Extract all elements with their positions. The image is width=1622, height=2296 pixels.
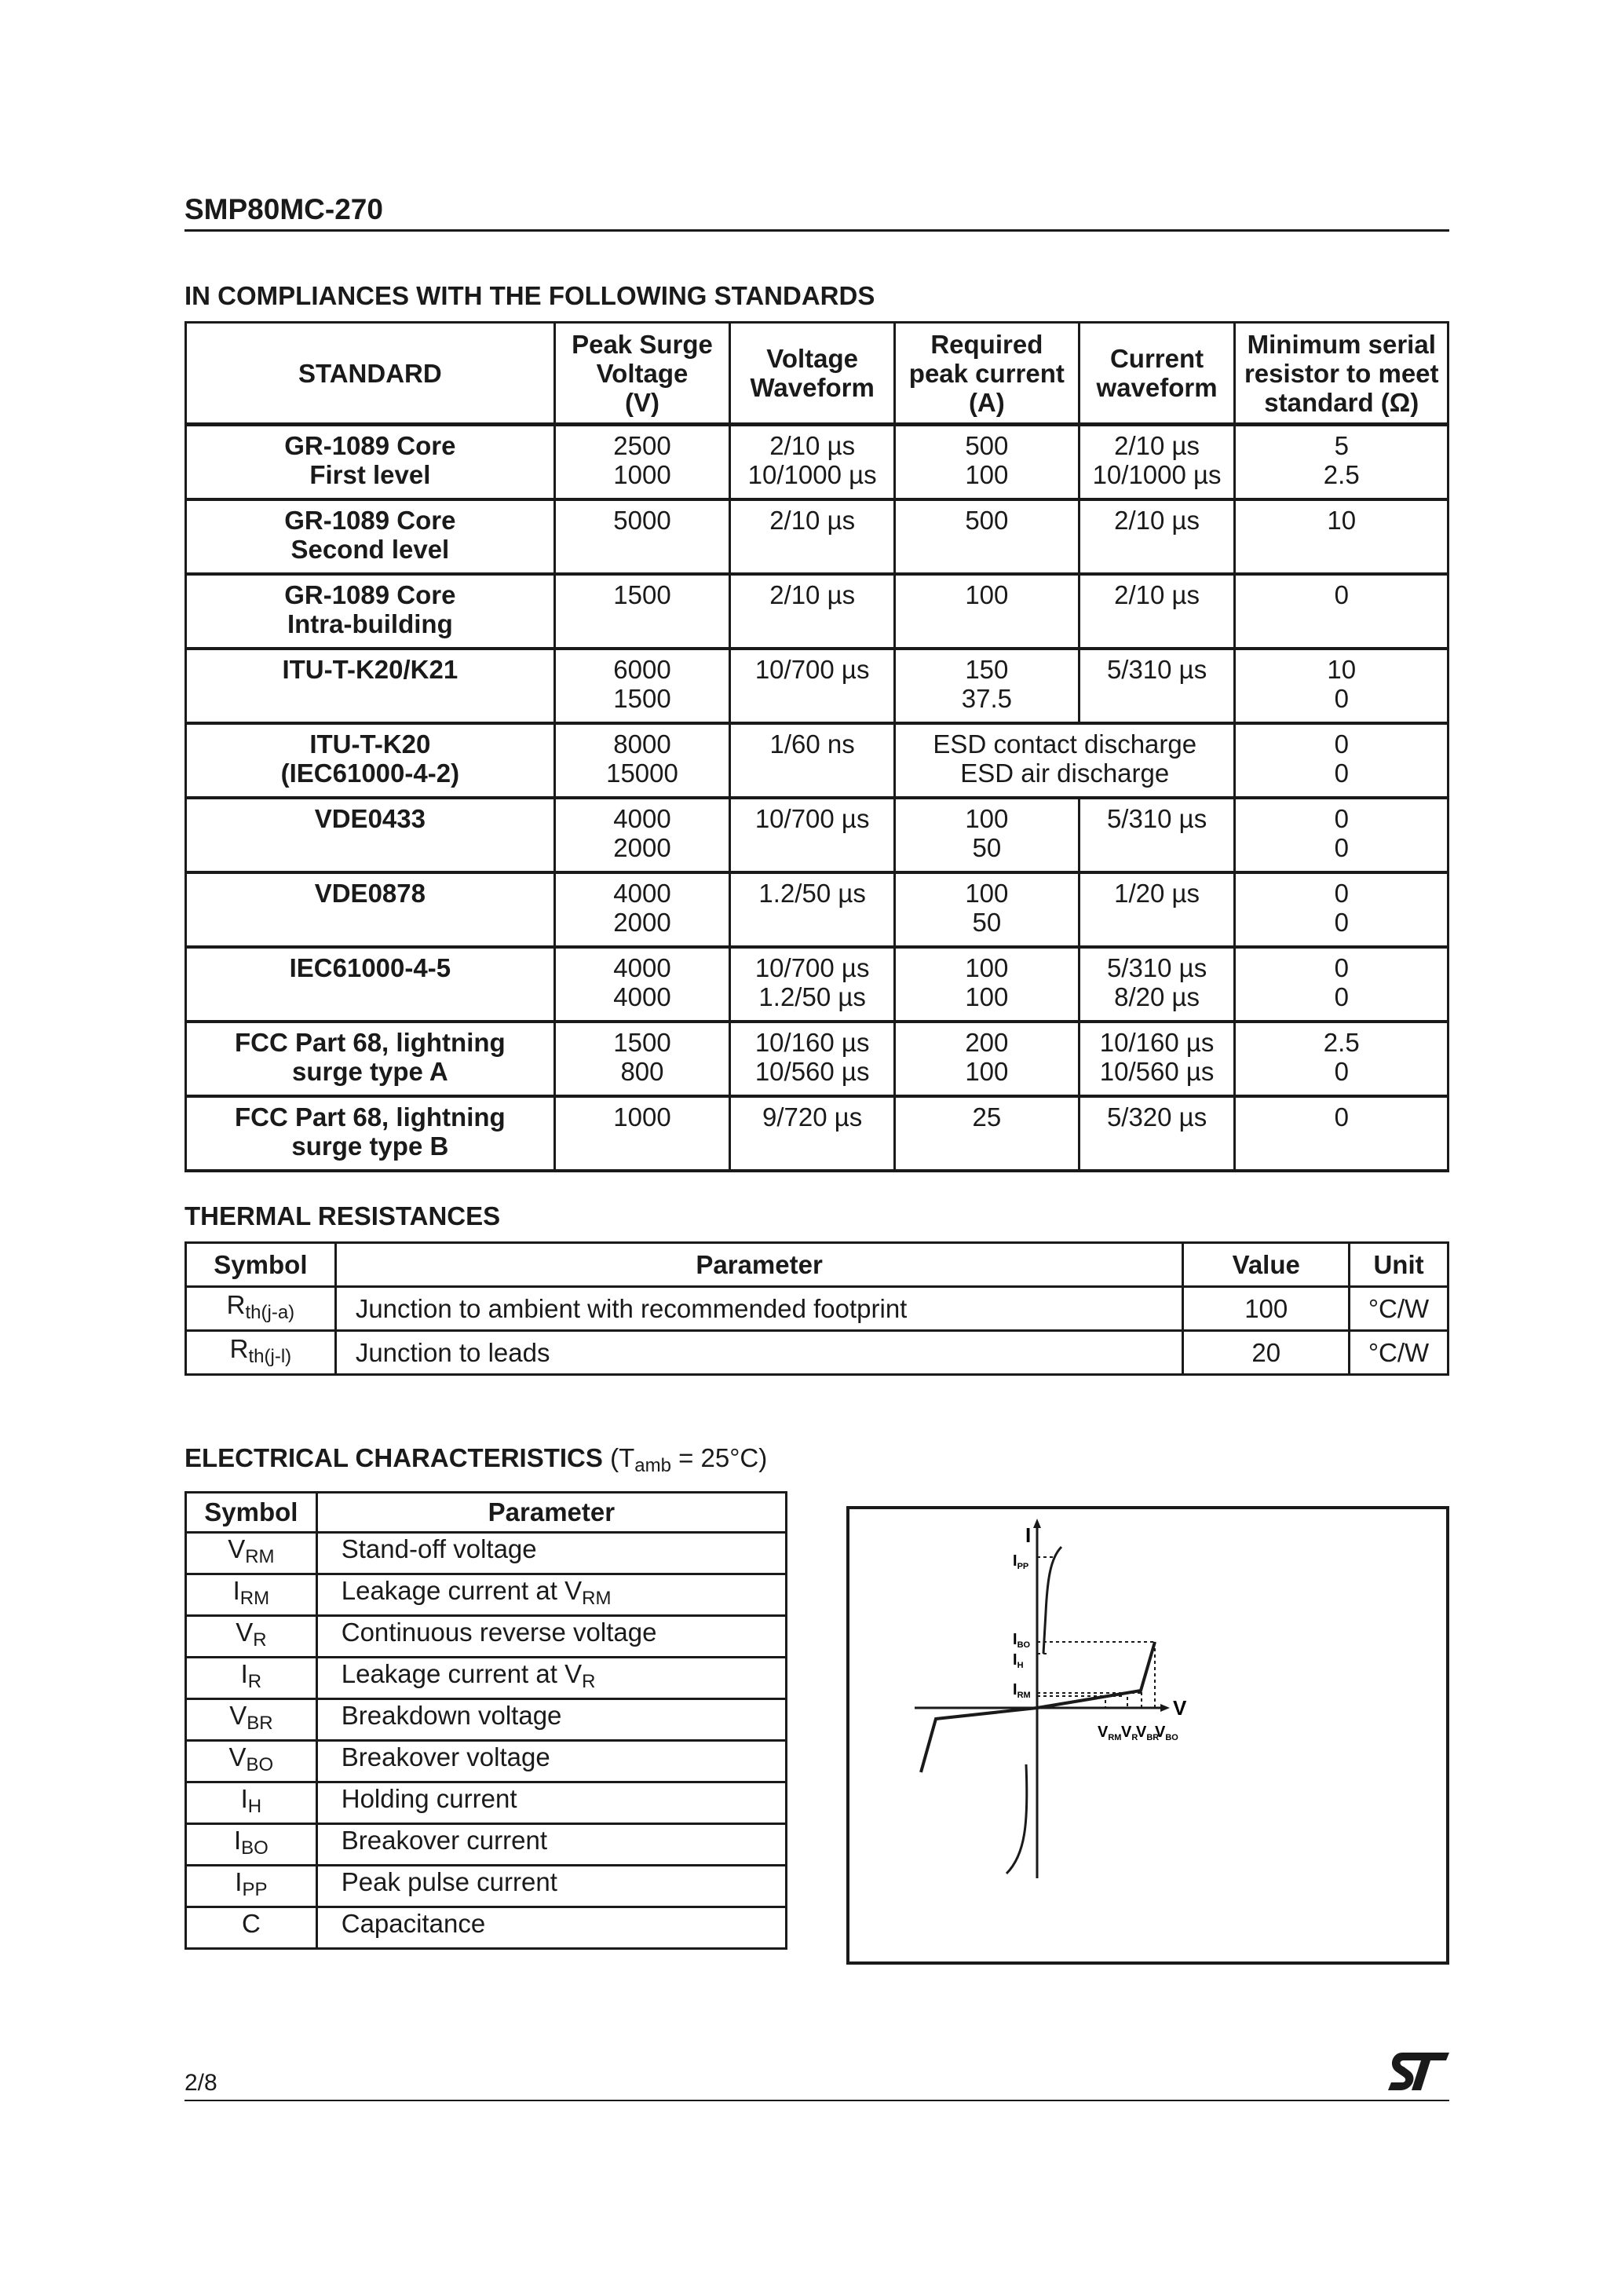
parameter: Junction to ambient with recommended footprint [335, 1287, 1183, 1331]
current-waveform: 5/310 µs 8/20 µs [1079, 947, 1235, 1022]
voltage-waveform: 10/700 µs [730, 798, 895, 872]
document-title: SMP80MC-270 [184, 193, 383, 225]
peak-surge-voltage: 5000 [554, 499, 730, 574]
v-axis-arrow-icon [1160, 1704, 1170, 1712]
symbol-main: R [226, 1290, 246, 1319]
label-subscript: PP [1017, 1562, 1029, 1571]
parameter-text: Stand-off voltage [341, 1534, 537, 1563]
symbol-subscript: R [247, 1671, 262, 1692]
label-main: I [1013, 1681, 1017, 1698]
column-header: Minimum serial resistor to meet standard (Ω) [1235, 323, 1448, 425]
standard-name: ITU-T-K20 (IEC61000-4-2) [186, 723, 555, 798]
condition-pre: (T [610, 1443, 635, 1472]
reverse-conduction-curve [1006, 1764, 1027, 1874]
unit: °C/W [1350, 1287, 1448, 1331]
peak-surge-voltage: 4000 2000 [554, 872, 730, 947]
reverse-characteristic [921, 1708, 1037, 1772]
standards-table [184, 321, 1449, 1172]
label-main: V [1098, 1724, 1109, 1741]
min-serial-resistor: 0 0 [1235, 872, 1448, 947]
voltage-waveform: 2/10 µs 10/1000 µs [730, 425, 895, 500]
label-subscript: R [1131, 1733, 1138, 1742]
peak-surge-voltage: 4000 4000 [554, 947, 730, 1022]
table-header-row [186, 323, 1448, 425]
min-serial-resistor: 0 0 [1235, 798, 1448, 872]
symbol [186, 1574, 317, 1616]
label-subscript: BO [1017, 1640, 1031, 1650]
table-row [186, 425, 1448, 500]
parameter [316, 1574, 786, 1616]
parameter [316, 1658, 786, 1699]
condition-sub: amb [634, 1455, 671, 1476]
parameter [316, 1866, 786, 1907]
required-peak-current: 100 50 [895, 872, 1080, 947]
voltage-waveform: 9/720 µs [730, 1096, 895, 1171]
parameter-text: Breakover current [341, 1826, 548, 1855]
parameter-text: Leakage current at V [341, 1659, 583, 1688]
parameter [316, 1699, 786, 1741]
label-subscript: BR [1146, 1733, 1160, 1742]
column-header: STANDARD [186, 323, 555, 425]
voltage-waveform: 10/700 µs [730, 649, 895, 723]
table-row [186, 649, 1448, 723]
column-header: Current waveform [1079, 323, 1235, 425]
value: 20 [1183, 1331, 1350, 1375]
symbol [186, 1907, 317, 1949]
forward-characteristic [1037, 1642, 1155, 1708]
symbol [186, 1782, 317, 1824]
peak-surge-voltage: 1500 800 [554, 1022, 730, 1096]
min-serial-resistor: 0 [1235, 574, 1448, 649]
electrical-heading-text: ELECTRICAL CHARACTERISTICS [184, 1443, 603, 1472]
label-ipp [1013, 1552, 1028, 1571]
parameter-text: Continuous reverse voltage [341, 1618, 657, 1647]
symbol [186, 1616, 317, 1658]
symbol-main: V [229, 1701, 247, 1730]
table-row [186, 1287, 1448, 1331]
label-irm [1013, 1681, 1031, 1700]
symbol-main: C [241, 1909, 261, 1938]
min-serial-resistor: 5 2.5 [1235, 425, 1448, 500]
column-header: Voltage Waveform [730, 323, 895, 425]
column-header: Required peak current (A) [895, 323, 1080, 425]
parameter-text: Breakover voltage [341, 1742, 550, 1771]
voltage-waveform: 2/10 µs [730, 499, 895, 574]
label-subscript: RM [1017, 1691, 1031, 1700]
parameter-subscript: RM [582, 1588, 612, 1609]
page-number: 2/8 [184, 2070, 217, 2096]
table-row [186, 574, 1448, 649]
symbol-subscript: BR [247, 1713, 273, 1734]
value: 100 [1183, 1287, 1350, 1331]
symbol-main: V [228, 1534, 246, 1563]
i-axis-arrow-icon [1033, 1519, 1041, 1528]
column-header: Peak Surge Voltage (V) [554, 323, 730, 425]
standard-name: IEC61000-4-5 [186, 947, 555, 1022]
parameter [316, 1824, 786, 1866]
standards-heading: IN COMPLIANCES WITH THE FOLLOWING STANDARDS [184, 281, 875, 310]
label-main: V [1155, 1724, 1166, 1741]
table-header-row [186, 1493, 787, 1533]
table-row [186, 1741, 787, 1782]
current-waveform: 2/10 µs 10/1000 µs [1079, 425, 1235, 500]
footer-divider [184, 2100, 1449, 2101]
min-serial-resistor: 10 [1235, 499, 1448, 574]
parameter-subscript: R [582, 1671, 596, 1692]
voltage-waveform: 2/10 µs [730, 574, 895, 649]
required-peak-current: 100 [895, 574, 1080, 649]
symbol-main: I [240, 1784, 248, 1813]
column-header: Value [1183, 1243, 1350, 1287]
table-row [186, 1533, 787, 1574]
symbol [186, 1824, 317, 1866]
symbol-subscript: R [253, 1629, 267, 1651]
current-waveform: 2/10 µs [1079, 574, 1235, 649]
peak-surge-voltage: 2500 1000 [554, 425, 730, 500]
table-row [186, 1574, 787, 1616]
parameter-text: Breakdown voltage [341, 1701, 562, 1730]
thermal-table [184, 1241, 1449, 1376]
required-peak-current: 100 50 [895, 798, 1080, 872]
symbol-subscript: H [247, 1796, 262, 1817]
symbol-main: I [233, 1826, 242, 1855]
table-row [186, 1096, 1448, 1171]
peak-surge-voltage: 1500 [554, 574, 730, 649]
peak-surge-voltage: 6000 1500 [554, 649, 730, 723]
symbol-main: I [240, 1659, 248, 1688]
voltage-waveform: 10/700 µs 1.2/50 µs [730, 947, 895, 1022]
voltage-waveform: 1.2/50 µs [730, 872, 895, 947]
label-ibo [1013, 1631, 1031, 1650]
standard-name: FCC Part 68, lightning surge type A [186, 1022, 555, 1096]
required-peak-current: 150 37.5 [895, 649, 1080, 723]
label-subscript: H [1017, 1661, 1024, 1670]
symbol-subscript: BO [246, 1754, 274, 1775]
table-row [186, 1331, 1448, 1375]
table-row [186, 1022, 1448, 1096]
column-header: Unit [1350, 1243, 1448, 1287]
parameter [316, 1533, 786, 1574]
table-header-row [186, 1243, 1448, 1287]
symbol [186, 1287, 336, 1331]
i-axis-label: I [1025, 1523, 1032, 1547]
voltage-waveform: 10/160 µs 10/560 µs [730, 1022, 895, 1096]
current-waveform: 5/310 µs [1079, 798, 1235, 872]
current-waveform: 2/10 µs [1079, 499, 1235, 574]
symbol-subscript: RM [239, 1588, 270, 1609]
parameter-text: Holding current [341, 1784, 517, 1813]
table-row [186, 1658, 787, 1699]
label-main: I [1013, 1552, 1017, 1570]
min-serial-resistor: 0 0 [1235, 723, 1448, 798]
label-main: V [1136, 1724, 1147, 1741]
label-subscript: BO [1165, 1733, 1178, 1742]
label-subscript: RM [1108, 1733, 1122, 1742]
standard-name: ITU-T-K20/K21 [186, 649, 555, 723]
current-waveform: 5/320 µs [1079, 1096, 1235, 1171]
title-divider [184, 229, 1449, 232]
electrical-heading [184, 1443, 767, 1477]
parameter-text: Capacitance [341, 1909, 486, 1938]
symbol-subscript: BO [241, 1837, 269, 1859]
min-serial-resistor: 0 [1235, 1096, 1448, 1171]
required-peak-current: 500 [895, 499, 1080, 574]
current-waveform: 5/310 µs [1079, 649, 1235, 723]
column-header: Parameter [335, 1243, 1183, 1287]
unit: °C/W [1350, 1331, 1448, 1375]
voltage-waveform: 1/60 ns [730, 723, 895, 798]
table-row [186, 1616, 787, 1658]
electrical-table [184, 1491, 787, 1950]
table-row [186, 723, 1448, 798]
label-main: I [1013, 1631, 1017, 1648]
column-header: Parameter [316, 1493, 786, 1533]
symbol-subscript: PP [242, 1879, 268, 1900]
standard-name: VDE0433 [186, 798, 555, 872]
required-peak-current: 500 100 [895, 425, 1080, 500]
symbol-main: V [236, 1618, 254, 1647]
merged-current-cell: ESD contact discharge ESD air discharge [895, 723, 1235, 798]
standard-name: GR-1089 Core Intra-building [186, 574, 555, 649]
st-logo [1386, 2051, 1451, 2097]
symbol [186, 1331, 336, 1375]
parameter-text: Peak pulse current [341, 1867, 557, 1896]
min-serial-resistor: 10 0 [1235, 649, 1448, 723]
symbol-subscript: th(j-l) [248, 1346, 292, 1367]
label-main: V [1121, 1724, 1132, 1741]
standard-name: VDE0878 [186, 872, 555, 947]
column-header: Symbol [186, 1493, 317, 1533]
current-waveform: 1/20 µs [1079, 872, 1235, 947]
thermal-heading: THERMAL RESISTANCES [184, 1201, 501, 1230]
required-peak-current: 100 100 [895, 947, 1080, 1022]
symbol-main: I [232, 1576, 240, 1605]
parameter [316, 1782, 786, 1824]
v-axis-label: V [1173, 1696, 1187, 1720]
symbol [186, 1699, 317, 1741]
required-peak-current: 25 [895, 1096, 1080, 1171]
table-row [186, 947, 1448, 1022]
column-header: Symbol [186, 1243, 336, 1287]
parameter-text: Leakage current at V [341, 1576, 583, 1605]
table-row [186, 499, 1448, 574]
symbol-main: V [228, 1742, 247, 1771]
standard-name: FCC Part 68, lightning surge type B [186, 1096, 555, 1171]
standard-name: GR-1089 Core First level [186, 425, 555, 500]
symbol [186, 1866, 317, 1907]
current-waveform: 10/160 µs 10/560 µs [1079, 1022, 1235, 1096]
table-row [186, 1866, 787, 1907]
table-row [186, 798, 1448, 872]
symbol [186, 1658, 317, 1699]
label-vrm [1098, 1724, 1121, 1742]
parameter: Junction to leads [335, 1331, 1183, 1375]
table-row [186, 1782, 787, 1824]
forward-conduction-curve [1043, 1547, 1061, 1654]
required-peak-current: 200 100 [895, 1022, 1080, 1096]
iv-characteristic-diagram [846, 1506, 1449, 1965]
symbol-subscript: RM [245, 1546, 275, 1567]
table-row [186, 1699, 787, 1741]
peak-surge-voltage: 8000 15000 [554, 723, 730, 798]
min-serial-resistor: 2.5 0 [1235, 1022, 1448, 1096]
parameter [316, 1907, 786, 1949]
parameter [316, 1616, 786, 1658]
peak-surge-voltage: 4000 2000 [554, 798, 730, 872]
parameter [316, 1741, 786, 1782]
table-row [186, 872, 1448, 947]
symbol-main: I [235, 1867, 243, 1896]
label-ih [1013, 1651, 1024, 1670]
symbol [186, 1741, 317, 1782]
symbol-subscript: th(j-a) [245, 1302, 295, 1323]
symbol [186, 1533, 317, 1574]
peak-surge-voltage: 1000 [554, 1096, 730, 1171]
label-vbo [1155, 1724, 1178, 1742]
table-row [186, 1907, 787, 1949]
table-row [186, 1824, 787, 1866]
min-serial-resistor: 0 0 [1235, 947, 1448, 1022]
label-main: I [1013, 1651, 1017, 1669]
condition-post: = 25°C) [670, 1443, 768, 1472]
standard-name: GR-1089 Core Second level [186, 499, 555, 574]
symbol-main: R [229, 1334, 249, 1363]
